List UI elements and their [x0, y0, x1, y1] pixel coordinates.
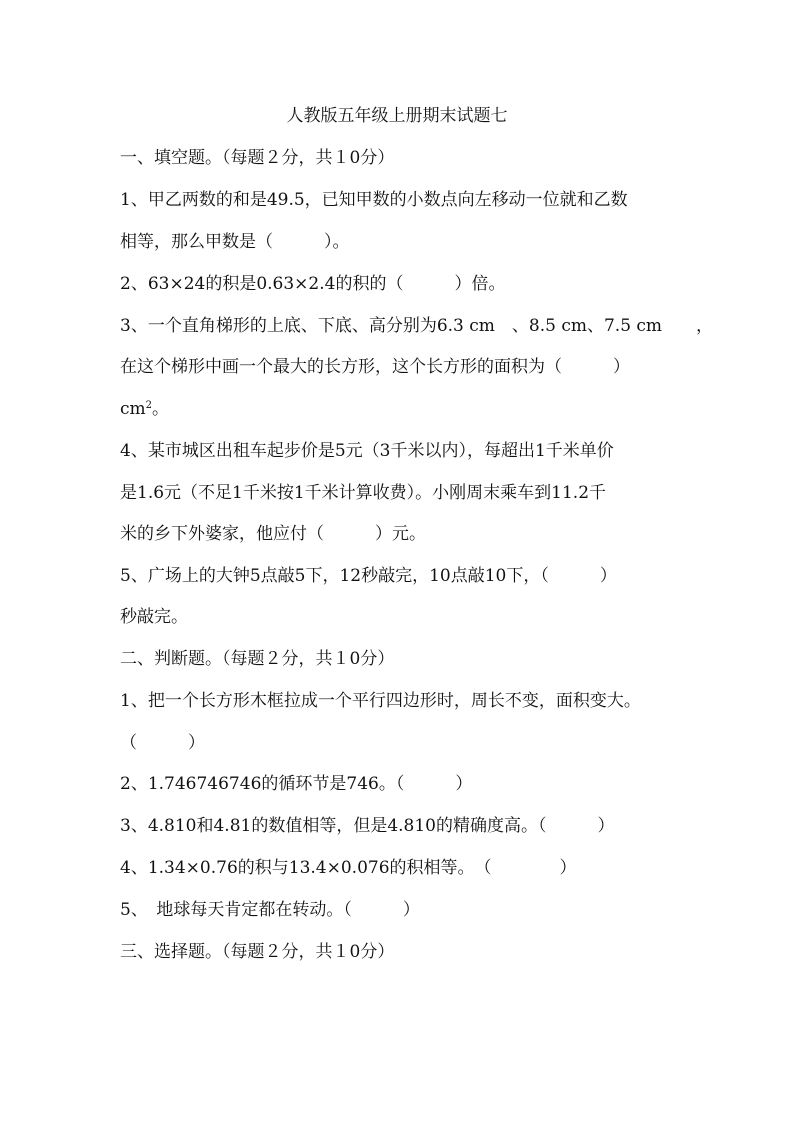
section-heading-multiple-choice: 三、选择题。（每题２分，共１0分）: [120, 942, 395, 962]
judge-question-1-line-2: （ ）: [120, 733, 205, 753]
document-title: 人教版五年级上册期末试题七: [286, 106, 508, 126]
judge-question-1-line-1: 1、把一个长方形木框拉成一个平行四边形时，周长不变，面积变大。: [120, 691, 641, 711]
line-end-punctuation: 。: [152, 399, 170, 419]
fill-question-5-line-1: 5、广场上的大钟5点敲5下，12秒敲完，10点敲10下，（ ）: [120, 566, 617, 586]
fill-question-2: 2、63×24的积是0.63×2.4的积的（ ）倍。: [120, 274, 506, 294]
fill-question-3-line-3: [120, 397, 169, 421]
judge-question-4: 4、1.34×0.76的积与13.4×0.076的积相等。 （ ）: [120, 858, 577, 878]
fill-question-4-line-3: 米的乡下外婆家，他应付（ ）元。: [120, 524, 426, 544]
judge-question-2: 2、1.746746746的循环节是746。（ ）: [120, 774, 473, 794]
fill-question-3-line-1: 3、一个直角梯形的上底、下底、高分别为6.3 cm 、8.5 cm、7.5 cm ，: [120, 316, 714, 336]
unit-exponent: 2: [145, 400, 153, 411]
section-heading-true-false: 二、判断题。（每题２分，共１0分）: [120, 649, 395, 669]
fill-question-3-line-2: 在这个梯形中画一个最大的长方形，这个长方形的面积为（ ）: [120, 357, 630, 377]
unit-text: cm: [120, 399, 146, 419]
fill-question-5-line-2: 秒敲完。: [120, 607, 188, 627]
judge-question-3: 3、4.810和4.81的数值相等，但是4.810的精确度高。（ ）: [120, 816, 615, 836]
fill-question-1-line-2: 相等，那么甲数是（ ）。: [120, 232, 350, 252]
fill-question-1-line-1: 1、甲乙两数的和是49.5，已知甲数的小数点向左移动一位就和乙数: [120, 190, 628, 210]
judge-question-5: 5、 地球每天肯定都在转动。（ ）: [120, 900, 420, 920]
fill-question-4-line-1: 4、某市城区出租车起步价是5元（3千米以内），每超出1千米单价: [120, 441, 614, 461]
fill-question-4-line-2: 是1.6元（不足1千米按1千米计算收费）。小刚周末乘车到11.2千: [120, 483, 607, 503]
section-heading-fill-in: 一、填空题。（每题２分，共１0分）: [120, 148, 395, 168]
